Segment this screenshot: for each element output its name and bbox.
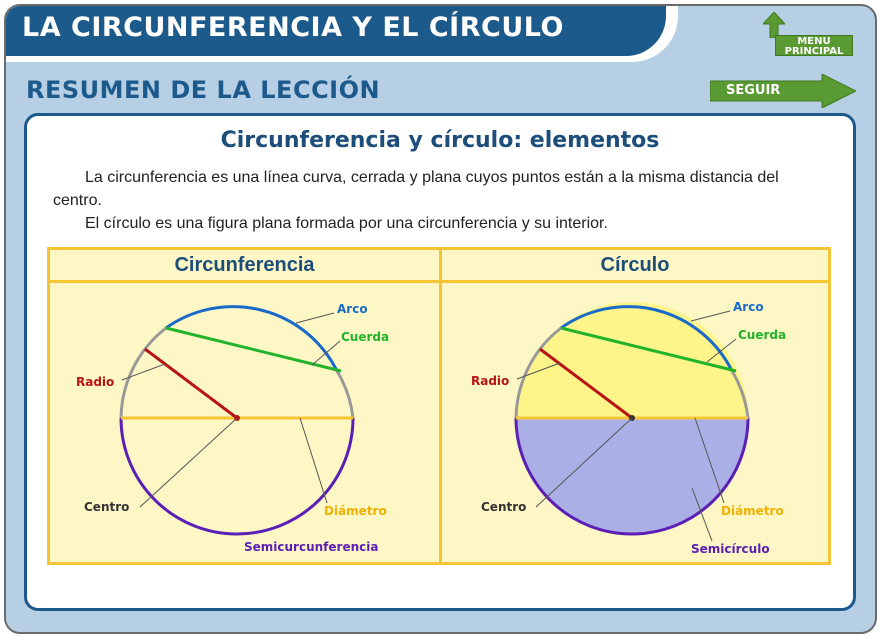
- lesson-title: RESUMEN DE LA LECCIÓN: [26, 76, 381, 104]
- label-arco: Arco: [733, 300, 764, 314]
- label-cuerda: Cuerda: [738, 328, 787, 342]
- circulo-diagram: [442, 283, 828, 562]
- circunferencia-diagram: [50, 283, 439, 562]
- menu-principal-button[interactable]: [763, 12, 853, 56]
- panel-title-circulo: Círculo: [442, 250, 828, 283]
- menu-principal-label: MENU PRINCIPAL: [775, 35, 853, 56]
- label-arco: Arco: [337, 302, 368, 316]
- label-diametro: Diámetro: [721, 504, 784, 518]
- seguir-button[interactable]: [710, 74, 856, 108]
- title-bar: [6, 6, 666, 56]
- label-radio: Radio: [76, 375, 115, 389]
- radio-line: [145, 349, 237, 418]
- label-semicircunferencia: Semicurcunferencia: [244, 540, 379, 554]
- label-cuerda: Cuerda: [341, 330, 390, 344]
- label-diametro: Diámetro: [324, 504, 387, 518]
- seguir-label: SEGUIR: [726, 83, 781, 98]
- panel-title-circunferencia: Circunferencia: [50, 250, 439, 283]
- arco-arc: [166, 307, 337, 371]
- gray-arc-right: [337, 371, 353, 418]
- label-centro: Centro: [84, 500, 130, 514]
- app-frame: [4, 4, 877, 634]
- semicirculo-region: [516, 418, 748, 534]
- panel-circulo: [442, 250, 828, 562]
- label-semicirculo: Semicírculo: [691, 542, 770, 556]
- panel-circunferencia: [50, 250, 442, 562]
- upper-region: [516, 302, 748, 418]
- paragraph-circulo: El círculo es una figura plana formada por una circunferencia y su interior.: [85, 215, 608, 232]
- cuerda-line: [166, 328, 341, 371]
- content-title: Circunferencia y círculo: elementos: [220, 128, 660, 153]
- lesson-content-card: [24, 113, 856, 611]
- label-centro: Centro: [481, 500, 527, 514]
- gray-arc: [121, 328, 166, 418]
- diagram-panels: [47, 247, 831, 565]
- label-radio: Radio: [471, 374, 510, 388]
- app-title: LA CIRCUNFERENCIA Y EL CÍRCULO: [22, 12, 564, 43]
- paragraph-circunferencia: La circunferencia es una línea curva, cerrada y plana cuyos puntos están a la misma distancia del centro.: [53, 169, 779, 209]
